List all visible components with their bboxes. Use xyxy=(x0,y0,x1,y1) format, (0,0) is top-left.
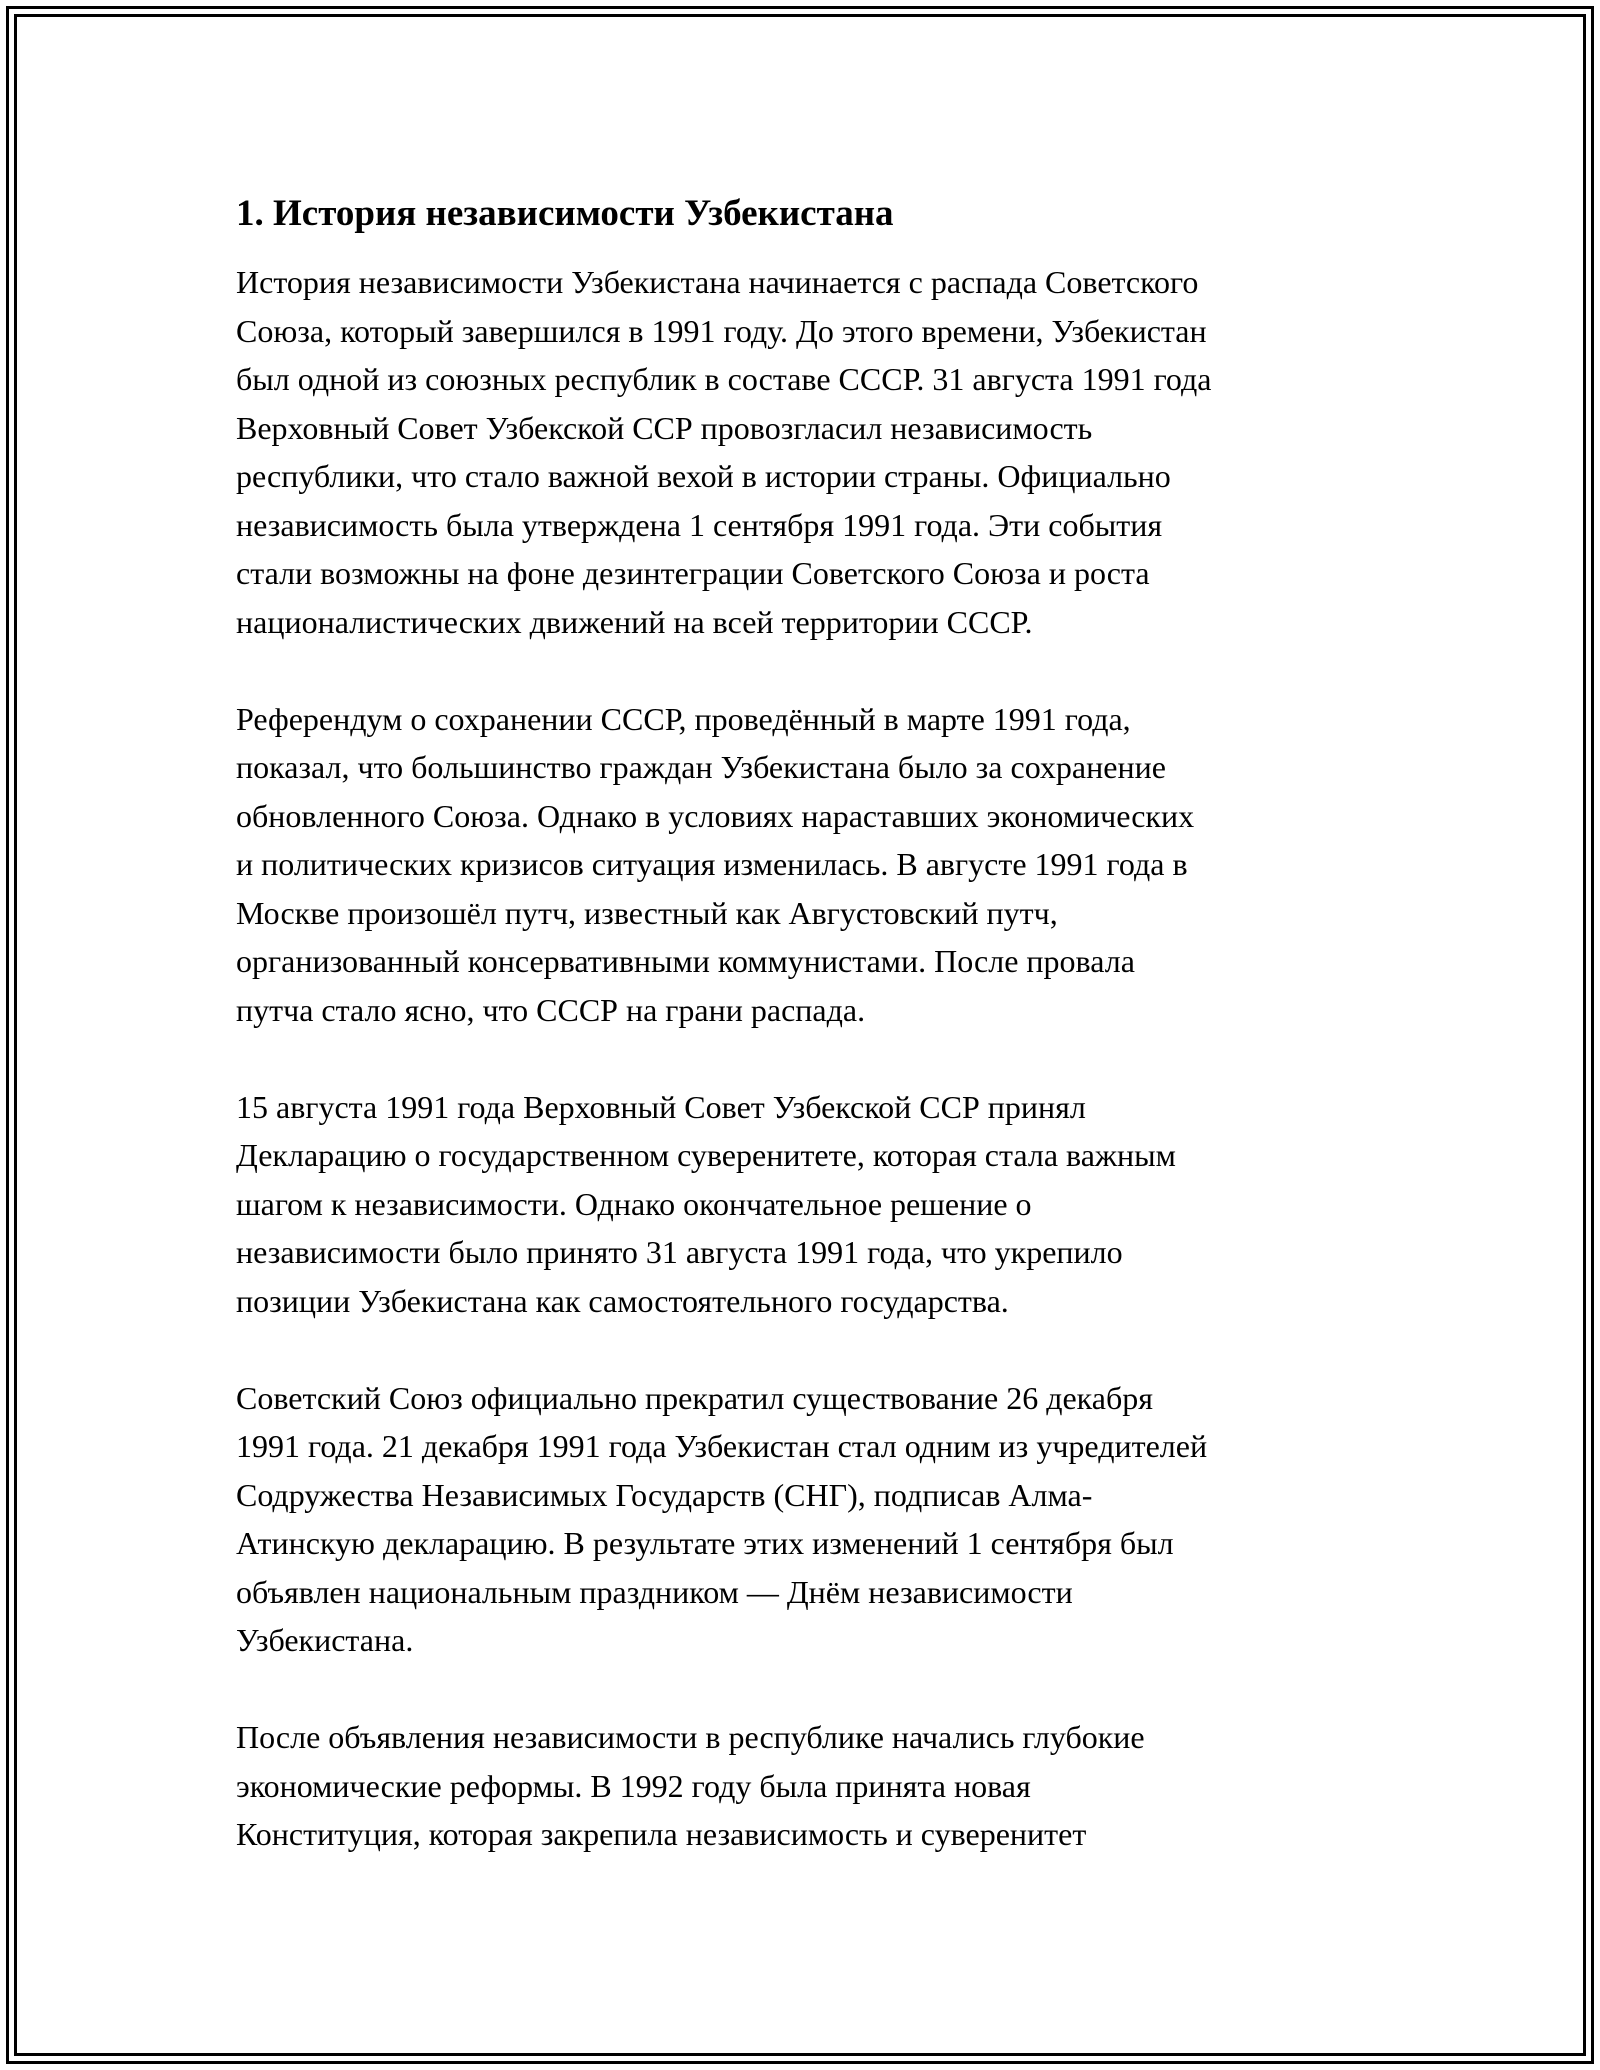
section-heading: 1. История независимости Узбекистана xyxy=(236,193,894,234)
paragraph-5: После объявления независимости в республике начались глубокие экономические реформы. В 1992 году была принята новая Конституция, которая закрепила независимость и суверенитет xyxy=(236,1719,1145,1852)
paragraph-1: История независимости Узбекистана начинается с распада Советского Союза, который завершился в 1991 году. До этого времени, Узбекистан был одной из союзных республик в составе СССР. 31 августа 1991 года Верховный Совет Узбекской ССР провозгласил независимость республики, что стало важной вехой в истории страны. Официально независимость была утверждена 1 сентября 1991 года. Эти события стали возможны на фоне дезинтеграции Советского Союза и роста националистических движений на всей территории СССР. xyxy=(236,264,1212,640)
paragraph-2: Референдум о сохранении СССР, проведённый в марте 1991 года, показал, что большинство граждан Узбекистана было за сохранение обновленного Союза. Однако в условиях нараставших экономических и политических кризисов ситуация изменилась. В августе 1991 года в Москве произошёл путч, известный как Августовский путч, организованный консервативными коммунистами. После провала путча стало ясно, что СССР на грани распада. xyxy=(236,700,1195,1028)
paragraph-4: Советский Союз официально прекратил существование 26 декабря 1991 года. 21 декабря 1991 года Узбекистан стал одним из учредителей Содружества Независимых Государств (СНГ), подписав Алма- Атинскую декларацию. В результате этих изменений 1 сентября был объявлен национальным праздником — Днём независимости Узбекистана. xyxy=(236,1379,1208,1658)
paragraph-3: 15 августа 1991 года Верховный Совет Узбекской ССР принял Декларацию о государственном суверенитете, которая стала важным шагом к независимости. Однако окончательное решение о независимости было принято 31 августа 1991 года, что укрепило позиции Узбекистана как самостоятельного государства. xyxy=(236,1088,1176,1319)
document-body xyxy=(236,186,1366,1859)
